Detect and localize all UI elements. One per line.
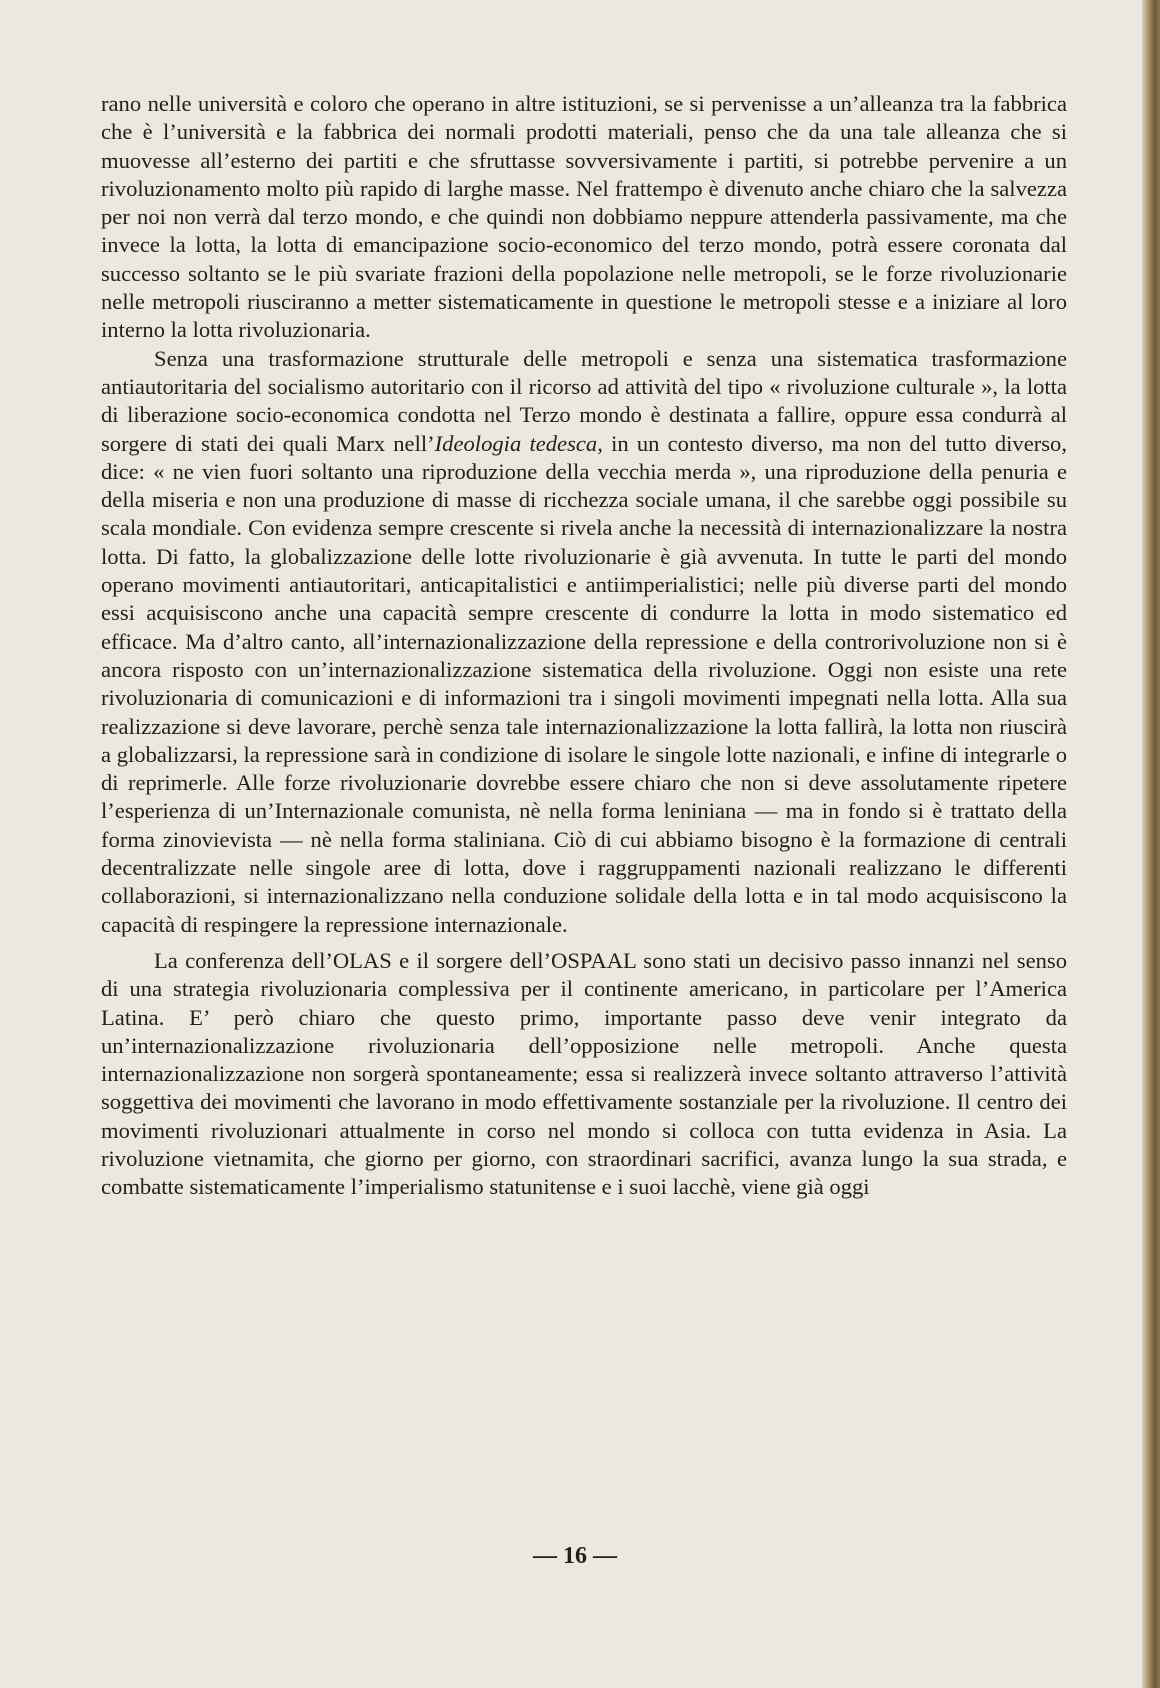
paragraph-1 <box>101 90 1067 345</box>
paragraph-3 <box>101 947 1067 1202</box>
text-run: La conferenza dell’OLAS e il sorgere dell’OSPAAL sono stati un decisivo passo innanzi nel senso di una strategia rivoluzionaria complessiva per il continente americano, in particolare per l’America Latina. E’ però chiaro che questo primo, importante passo deve venir integrato da un’internazionalizzazione rivoluzionaria dell’opposizione nelle metropoli. Anche questa internazionalizzazione non sorgerà spontaneamente; essa si realizzerà invece soltanto attraverso l’attività soggettiva dei movimenti che lavorano in modo effettivamente sostanziale per la rivoluzione. Il centro dei movimenti rivoluzionari attualmente in corso nel mondo si colloca con tutta evidenza in Asia. La rivoluzione vietnamita, che giorno per giorno, con straordinari sacrifici, avanza lungo la sua strada, e combatte sistematicamente l’imperialismo statunitense e i suoi lacchè, viene già oggi <box>101 947 1067 1200</box>
text-run: in un contesto diverso, ma non del tutto diverso, dice: « ne vien fuori soltanto una riproduzione della vecchia merda », una riproduzione della penuria e della miseria e non una produzione di masse di ricchezza sociale umana, il che sarebbe oggi possibile su scala mondiale. Con evidenza sempre crescente si rivela anche la necessità di internazionalizzare la nostra lotta. Di fatto, la globalizzazione delle lotte rivoluzionarie è già avvenuta. In tutte le parti del mondo operano movimenti antiautoritari, anticapitalistici e antiimperialistici; nelle più diverse parti del mondo essi acquisiscono anche una capacità sempre crescente di condurre la lotta in modo sistematico ed efficace. Ma d’altro canto, all’internazionalizzazione della repressione e della controrivoluzione non si è ancora risposto con un’internazionalizzazione sistematica della rivoluzione. Oggi non esiste una rete rivoluzionaria di comunicazioni e di informazioni tra i singoli movimenti impegnati nella lotta. Alla sua realizzazione si deve lavorare, perchè senza tale internazionalizzazione la lotta fallirà, la lotta non riuscirà a globalizzarsi, la repressione sarà in condizione di isolare le singole lotte nazionali, e infine di integrarle o di reprimerle. Alle forze rivoluzionarie dovrebbe essere chiaro che non si deve assolutamente ripetere l’esperienza di un’Internazionale comunista, nè nella forma leniniana — ma in fondo si è trattato della forma zinovievista — nè nella forma staliniana. Ciò di cui abbiamo bisogno è la formazione di centrali decentralizzate nelle singole aree di lotta, dove i raggruppamenti nazionali realizzano le differenti collaborazioni, si internazionalizzano nella conduzione solidale della lotta e in tal modo acquisiscono la capacità di respingere la repressione internazionale. <box>101 430 1067 937</box>
paragraph-2 <box>101 345 1067 939</box>
text-run: rano nelle università e coloro che operano in altre istituzioni, se si pervenisse a un’alleanza tra la fabbrica che è l’università e la fabbrica dei normali prodotti materiali, penso che da una tale alleanza che si muovesse all’esterno dei partiti e che sfruttasse sovversivamente i partiti, si potrebbe pervenire a un rivoluzionamento molto più rapido di larghe masse. Nel frattempo è divenuto anche chiaro che la salvezza per noi non verrà dal terzo mondo, e che quindi non dobbiamo neppure attenderla passivamente, ma che invece la lotta, la lotta di emancipazione socio-economico del terzo mondo, potrà essere coronata dal successo soltanto se le più svariate frazioni della popolazione nelle metropoli, se le forze rivoluzionarie nelle metropoli riusciranno a metter sistematicamente in questione le metropoli stesse e a iniziare al loro interno la lotta rivoluzionaria. <box>101 91 1067 343</box>
text-run: Senza una trasformazione strutturale delle metropoli e senza una sistematica trasformazione antiautoritaria del socialismo autoritario con il ricorso ad attività del tipo « rivoluzione culturale », la lotta di liberazione socio-economica condotta nel Terzo mondo è destinata a fallire, oppure essa condurrà al sorgere di stati dei quali Marx nell’ <box>101 345 1067 456</box>
book-title-italic: Ideologia tedesca, <box>434 430 603 456</box>
page-edge-shadow <box>1142 0 1160 1688</box>
page-number: — 16 — <box>533 1543 617 1569</box>
body-text <box>101 90 1067 1202</box>
